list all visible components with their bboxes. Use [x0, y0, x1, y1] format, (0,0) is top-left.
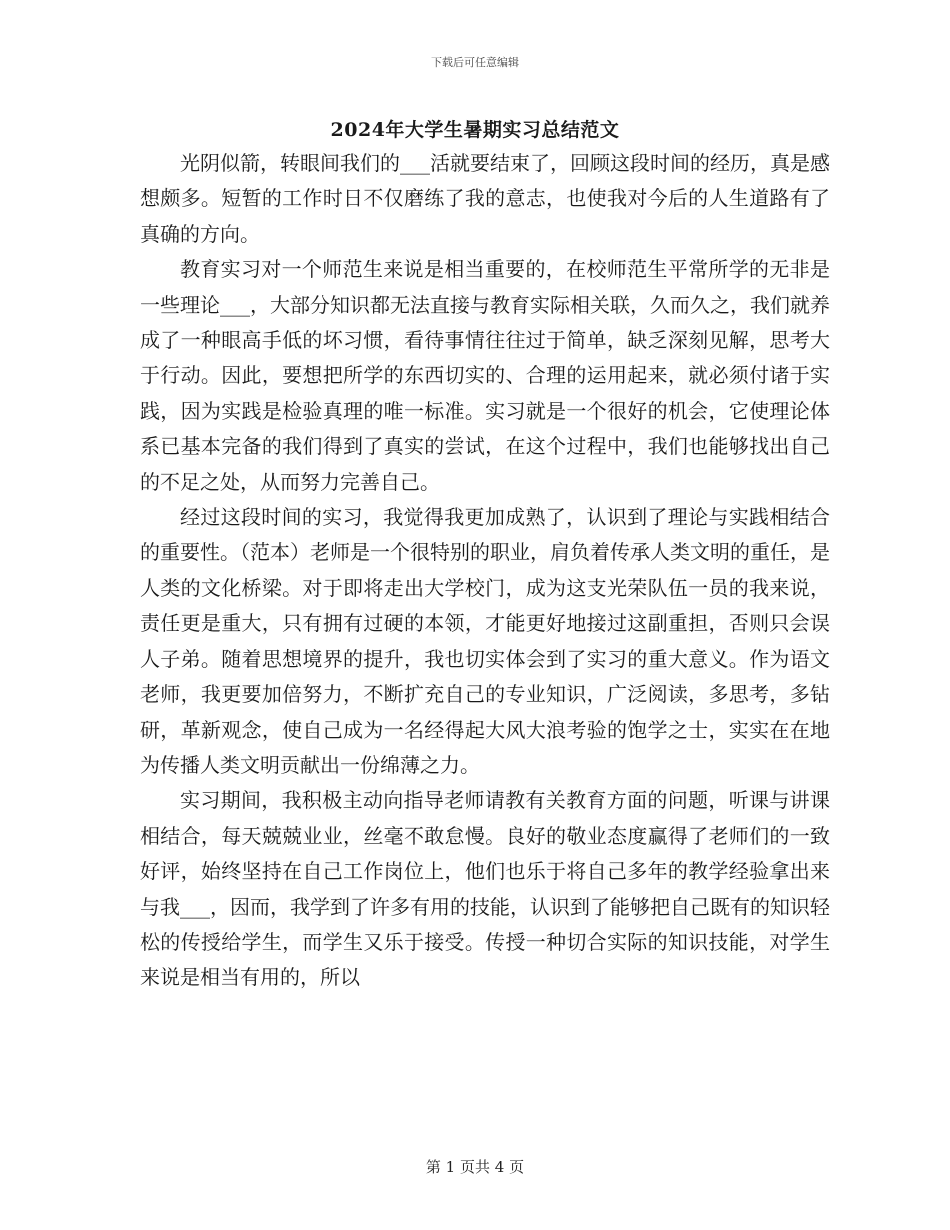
paragraph-3: 经过这段时间的实习，我觉得我更加成熟了，认识到了理论与实践相结合的重要性。（范本）老师是一个很特别的职业，肩负着传承人类文明的重任，是人类的文化桥梁。对于即将走出大学校门，成为这支光荣队伍一员的我来说，责任更是重大，只有拥有过硬的本领，才能更好地接过这副重担，否则只会误人子弟。随着思想境界的提升，我也切实体会到了实习的重大意义。作为语文老师，我更要加倍努力，不断扩充自己的专业知识，广泛阅读，多思考，多钻研，革新观念，使自己成为一名经得起大风大浪考验的饱学之士，实实在在地为传播人类文明贡献出一份绵薄之力。 [140, 505, 830, 777]
document-body [140, 146, 830, 996]
page-number: 第 1 页共 4 页 [425, 1158, 525, 1176]
paragraph-1: 光阴似箭，转眼间我们的___活就要结束了，回顾这段时间的经历，真是感想颇多。短暂的工作时日不仅磨练了我的意志，也使我对今后的人生道路有了真确的方向。 [140, 151, 830, 246]
paragraph-2: 教育实习对一个师范生来说是相当重要的，在校师范生平常所学的无非是一些理论___，大部分知识都无法直接与教育实际相关联，久而久之，我们就养成了一种眼高手低的坏习惯，看待事情往往过于简单，缺乏深刻见解，思考大于行动。因此，要想把所学的东西切实的、合理的运用起来，就必须付诸于实践，因为实践是检验真理的唯一标准。实习就是一个很好的机会，它使理论体系已基本完备的我们得到了真实的尝试，在这个过程中，我们也能够找出自己的不足之处，从而努力完善自己。 [140, 257, 830, 494]
paragraph-4: 实习期间，我积极主动向指导老师请教有关教育方面的问题，听课与讲课相结合，每天兢兢业业，丝毫不敢怠慢。良好的敬业态度赢得了老师们的一致好评，始终坚持在自己工作岗位上，他们也乐于将自己多年的教学经验拿出来与我___，因而，我学到了许多有用的技能，认识到了能够把自己既有的知识轻松的传授给学生，而学生又乐于接受。传授一种切合实际的知识技能，对学生来说是相当有用的，所以 [140, 788, 830, 990]
header-note: 下载后可任意编辑 [431, 56, 519, 69]
document-title: 2024年大学生暑期实习总结范文 [330, 119, 620, 141]
